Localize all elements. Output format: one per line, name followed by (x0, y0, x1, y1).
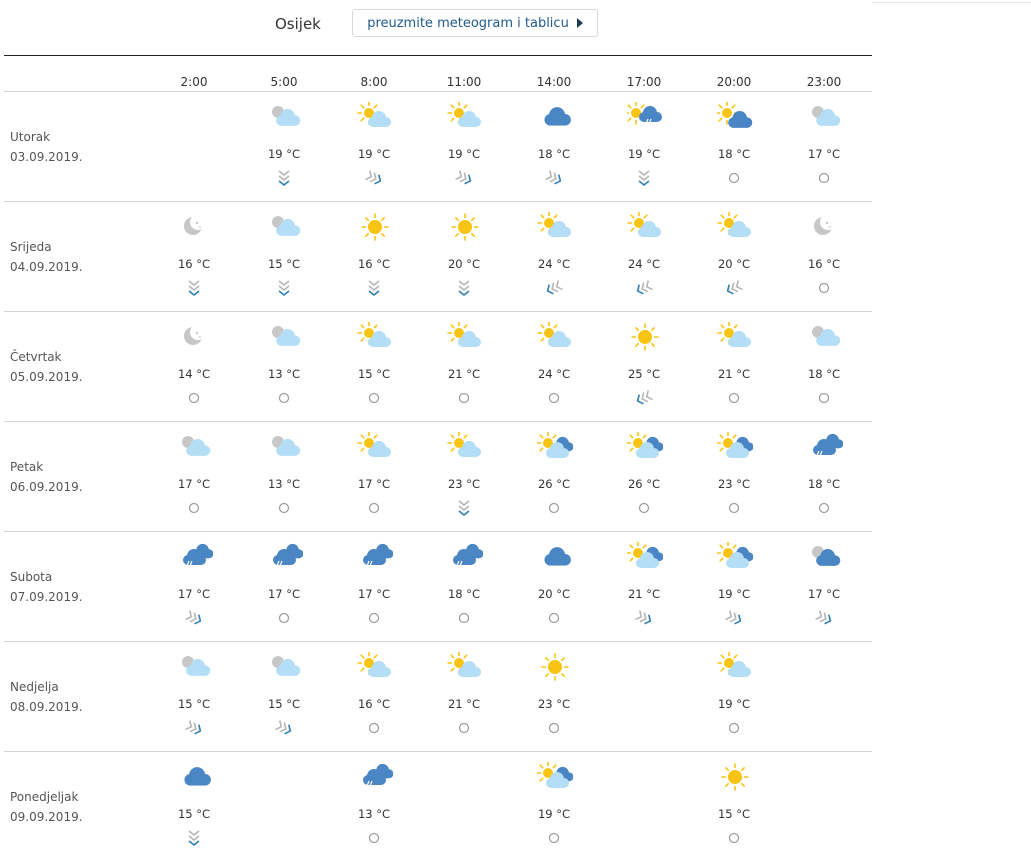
forecast-cell (689, 312, 779, 421)
temperature-value: 21 °C (627, 587, 661, 601)
wind-west-icon (184, 608, 204, 628)
sun-icon (357, 212, 393, 242)
wind-north-icon (274, 168, 294, 188)
calm-icon (454, 388, 474, 408)
forecast-cell (779, 92, 869, 201)
forecast-cell (239, 202, 329, 311)
temperature-value: 19 °C (537, 807, 571, 821)
calm-icon (364, 498, 384, 518)
calm-icon (724, 388, 744, 408)
calm-icon (724, 718, 744, 738)
cloudy-night-icon (267, 102, 303, 132)
wind-west-icon (454, 168, 474, 188)
clouds-rain-icon (447, 542, 483, 572)
sun-cloud-rain-icon (627, 102, 663, 132)
forecast-cell (779, 532, 869, 641)
partly-cloudy-day-icon (357, 102, 393, 132)
calm-icon (634, 498, 654, 518)
hour-header-row (4, 56, 872, 92)
forecast-cell (779, 422, 869, 531)
forecast-cell (419, 202, 509, 311)
temperature-value: 17 °C (357, 587, 391, 601)
day-name: Petak (10, 460, 44, 474)
forecast-table (4, 56, 872, 861)
hour-header: 14:00 (536, 75, 572, 89)
calm-icon (184, 388, 204, 408)
wind-west-icon (634, 608, 654, 628)
temperature-value: 15 °C (177, 807, 211, 821)
sun-clouds-icon (627, 432, 663, 462)
temperature-value: 23 °C (537, 697, 571, 711)
day-name: Ponedjeljak (10, 790, 79, 804)
day-date: 03.09.2019. (10, 150, 83, 164)
wind-north-icon (634, 168, 654, 188)
temperature-value: 21 °C (447, 697, 481, 711)
forecast-cell (239, 312, 329, 421)
day-name: Četvrtak (10, 350, 62, 364)
wind-east-icon (634, 388, 654, 408)
wind-north-icon (454, 498, 474, 518)
forecast-cell (329, 532, 419, 641)
day-date: 08.09.2019. (10, 700, 83, 714)
sun-clouds-icon (717, 542, 753, 572)
wind-north-icon (274, 278, 294, 298)
calm-icon (544, 498, 564, 518)
day-row (4, 422, 872, 532)
forecast-cell (599, 532, 689, 641)
calm-icon (814, 278, 834, 298)
forecast-cell (509, 202, 599, 311)
temperature-value: 23 °C (717, 477, 751, 491)
forecast-cell (149, 752, 239, 861)
sun-icon (537, 652, 573, 682)
temperature-value: 16 °C (807, 257, 841, 271)
forecast-cell (779, 202, 869, 311)
hour-header: 17:00 (626, 75, 662, 89)
forecast-cell (419, 92, 509, 201)
calm-icon (724, 828, 744, 848)
cloudy-night-icon (177, 652, 213, 682)
calm-icon (724, 498, 744, 518)
forecast-cell (599, 92, 689, 201)
wind-west-icon (814, 608, 834, 628)
temperature-value: 19 °C (627, 147, 661, 161)
forecast-cell (149, 422, 239, 531)
wind-north-icon (184, 828, 204, 848)
partly-cloudy-day-icon (537, 212, 573, 242)
calm-icon (544, 388, 564, 408)
calm-icon (364, 718, 384, 738)
caret-right-icon (577, 18, 583, 28)
forecast-cell (329, 92, 419, 201)
sun-icon (627, 322, 663, 352)
wind-west-icon (364, 168, 384, 188)
day-date: 07.09.2019. (10, 590, 83, 604)
temperature-value: 23 °C (447, 477, 481, 491)
wind-west-icon (274, 718, 294, 738)
forecast-cell (239, 642, 329, 751)
clouds-rain-icon (357, 762, 393, 792)
cloudy-night-icon (267, 322, 303, 352)
forecast-header (0, 0, 872, 56)
temperature-value: 26 °C (627, 477, 661, 491)
wind-west-icon (724, 608, 744, 628)
day-row (4, 312, 872, 422)
partly-cloudy-day-icon (357, 432, 393, 462)
overcast-icon (537, 542, 573, 572)
day-row (4, 642, 872, 752)
hour-header: 5:00 (270, 75, 298, 89)
forecast-cell (419, 312, 509, 421)
forecast-cell (329, 422, 419, 531)
wind-west-icon (184, 718, 204, 738)
temperature-value: 21 °C (717, 367, 751, 381)
partly-cloudy-day-icon (447, 322, 483, 352)
hour-header: 20:00 (716, 75, 752, 89)
calm-icon (544, 608, 564, 628)
calm-icon (274, 608, 294, 628)
temperature-value: 19 °C (717, 697, 751, 711)
temperature-value: 17 °C (807, 587, 841, 601)
partly-cloudy-day-icon (447, 102, 483, 132)
cloudy-night-icon (267, 212, 303, 242)
calm-icon (544, 828, 564, 848)
calm-icon (274, 498, 294, 518)
forecast-cell (419, 532, 509, 641)
forecast-cell (689, 202, 779, 311)
wind-west-icon (544, 168, 564, 188)
forecast-cell (329, 642, 419, 751)
forecast-cell (419, 642, 509, 751)
wind-north-icon (454, 278, 474, 298)
temperature-value: 19 °C (447, 147, 481, 161)
wind-east-icon (544, 278, 564, 298)
cloudy-night-icon (807, 322, 843, 352)
forecast-cell (509, 532, 599, 641)
temperature-value: 18 °C (807, 367, 841, 381)
calm-icon (184, 498, 204, 518)
partly-cloudy-day-icon (717, 322, 753, 352)
calm-icon (364, 608, 384, 628)
forecast-cell (149, 532, 239, 641)
forecast-cell (689, 422, 779, 531)
temperature-value: 20 °C (717, 257, 751, 271)
temperature-value: 13 °C (267, 477, 301, 491)
forecast-cell (689, 642, 779, 751)
moon-icon (177, 322, 213, 352)
forecast-cell (239, 422, 329, 531)
forecast-cell (779, 312, 869, 421)
clouds-rain-icon (807, 432, 843, 462)
sun-icon (447, 212, 483, 242)
temperature-value: 17 °C (357, 477, 391, 491)
temperature-value: 24 °C (537, 367, 571, 381)
temperature-value: 19 °C (267, 147, 301, 161)
temperature-value: 24 °C (627, 257, 661, 271)
hour-header: 23:00 (806, 75, 842, 89)
cloudy-night-icon (267, 432, 303, 462)
temperature-value: 20 °C (537, 587, 571, 601)
temperature-value: 19 °C (357, 147, 391, 161)
sun-clouds-icon (537, 432, 573, 462)
day-date: 05.09.2019. (10, 370, 83, 384)
partly-cloudy-day-icon (357, 652, 393, 682)
temperature-value: 15 °C (177, 697, 211, 711)
partly-cloudy-day-icon (717, 212, 753, 242)
temperature-value: 17 °C (807, 147, 841, 161)
forecast-cell (509, 422, 599, 531)
temperature-value: 13 °C (267, 367, 301, 381)
day-row (4, 202, 872, 312)
forecast-cell (689, 92, 779, 201)
day-row (4, 92, 872, 202)
forecast-cell (149, 642, 239, 751)
forecast-cell (329, 312, 419, 421)
temperature-value: 26 °C (537, 477, 571, 491)
forecast-cell (689, 752, 779, 861)
dark-cloudy-night-icon (807, 542, 843, 572)
partly-cloudy-day-icon (447, 652, 483, 682)
download-meteogram-label: preuzmite meteogram i tablicu (367, 15, 569, 31)
partly-cloudy-day-icon (627, 212, 663, 242)
temperature-value: 18 °C (537, 147, 571, 161)
sun-dark-cloud-icon (717, 102, 753, 132)
forecast-cell (419, 422, 509, 531)
temperature-value: 13 °C (357, 807, 391, 821)
wind-north-icon (364, 278, 384, 298)
day-name: Srijeda (10, 240, 52, 254)
download-meteogram-button[interactable] (352, 9, 598, 37)
clouds-rain-icon (357, 542, 393, 572)
day-row (4, 532, 872, 642)
temperature-value: 15 °C (267, 697, 301, 711)
sun-icon (717, 762, 753, 792)
calm-icon (364, 388, 384, 408)
moon-icon (807, 212, 843, 242)
overcast-icon (177, 762, 213, 792)
calm-icon (364, 828, 384, 848)
temperature-value: 17 °C (177, 587, 211, 601)
temperature-value: 16 °C (177, 257, 211, 271)
calm-icon (814, 168, 834, 188)
temperature-value: 21 °C (447, 367, 481, 381)
temperature-value: 15 °C (267, 257, 301, 271)
forecast-cell (149, 202, 239, 311)
day-date: 04.09.2019. (10, 260, 83, 274)
day-row (4, 752, 872, 861)
moon-icon (177, 212, 213, 242)
calm-icon (814, 388, 834, 408)
calm-icon (724, 168, 744, 188)
temperature-value: 20 °C (447, 257, 481, 271)
day-name: Nedjelja (10, 680, 59, 694)
cloudy-night-icon (177, 432, 213, 462)
forecast-cell (239, 532, 329, 641)
temperature-value: 25 °C (627, 367, 661, 381)
sun-clouds-icon (717, 432, 753, 462)
forecast-cell (509, 642, 599, 751)
sun-clouds-icon (537, 762, 573, 792)
clouds-rain-icon (267, 542, 303, 572)
forecast-cell (329, 202, 419, 311)
partly-cloudy-day-icon (717, 652, 753, 682)
day-date: 09.09.2019. (10, 810, 83, 824)
partly-cloudy-day-icon (357, 322, 393, 352)
forecast-cell (329, 752, 419, 861)
day-name: Subota (10, 570, 53, 584)
day-date: 06.09.2019. (10, 480, 83, 494)
temperature-value: 16 °C (357, 697, 391, 711)
wind-north-icon (184, 278, 204, 298)
temperature-value: 18 °C (447, 587, 481, 601)
sun-clouds-icon (627, 542, 663, 572)
calm-icon (544, 718, 564, 738)
clouds-rain-icon (177, 542, 213, 572)
wind-east-icon (724, 278, 744, 298)
temperature-value: 15 °C (357, 367, 391, 381)
partly-cloudy-day-icon (537, 322, 573, 352)
overcast-icon (537, 102, 573, 132)
temperature-value: 18 °C (717, 147, 751, 161)
partly-cloudy-day-icon (447, 432, 483, 462)
cloudy-night-icon (267, 652, 303, 682)
temperature-value: 14 °C (177, 367, 211, 381)
forecast-cell (509, 92, 599, 201)
calm-icon (274, 388, 294, 408)
temperature-value: 18 °C (807, 477, 841, 491)
forecast-cell (239, 92, 329, 201)
forecast-cell (509, 312, 599, 421)
hour-header: 11:00 (446, 75, 482, 89)
hour-header: 2:00 (180, 75, 208, 89)
temperature-value: 16 °C (357, 257, 391, 271)
temperature-value: 19 °C (717, 587, 751, 601)
forecast-cell (599, 312, 689, 421)
day-name: Utorak (10, 130, 51, 144)
forecast-cell (599, 202, 689, 311)
top-border-line (872, 2, 1031, 3)
forecast-cell (509, 752, 599, 861)
calm-icon (454, 608, 474, 628)
forecast-cell (689, 532, 779, 641)
temperature-value: 15 °C (717, 807, 751, 821)
location-name: Osijek (275, 15, 321, 33)
calm-icon (454, 718, 474, 738)
temperature-value: 24 °C (537, 257, 571, 271)
temperature-value: 17 °C (267, 587, 301, 601)
forecast-cell (149, 312, 239, 421)
cloudy-night-icon (807, 102, 843, 132)
wind-east-icon (634, 278, 654, 298)
forecast-cell (599, 422, 689, 531)
hour-header: 8:00 (360, 75, 388, 89)
calm-icon (814, 498, 834, 518)
temperature-value: 17 °C (177, 477, 211, 491)
